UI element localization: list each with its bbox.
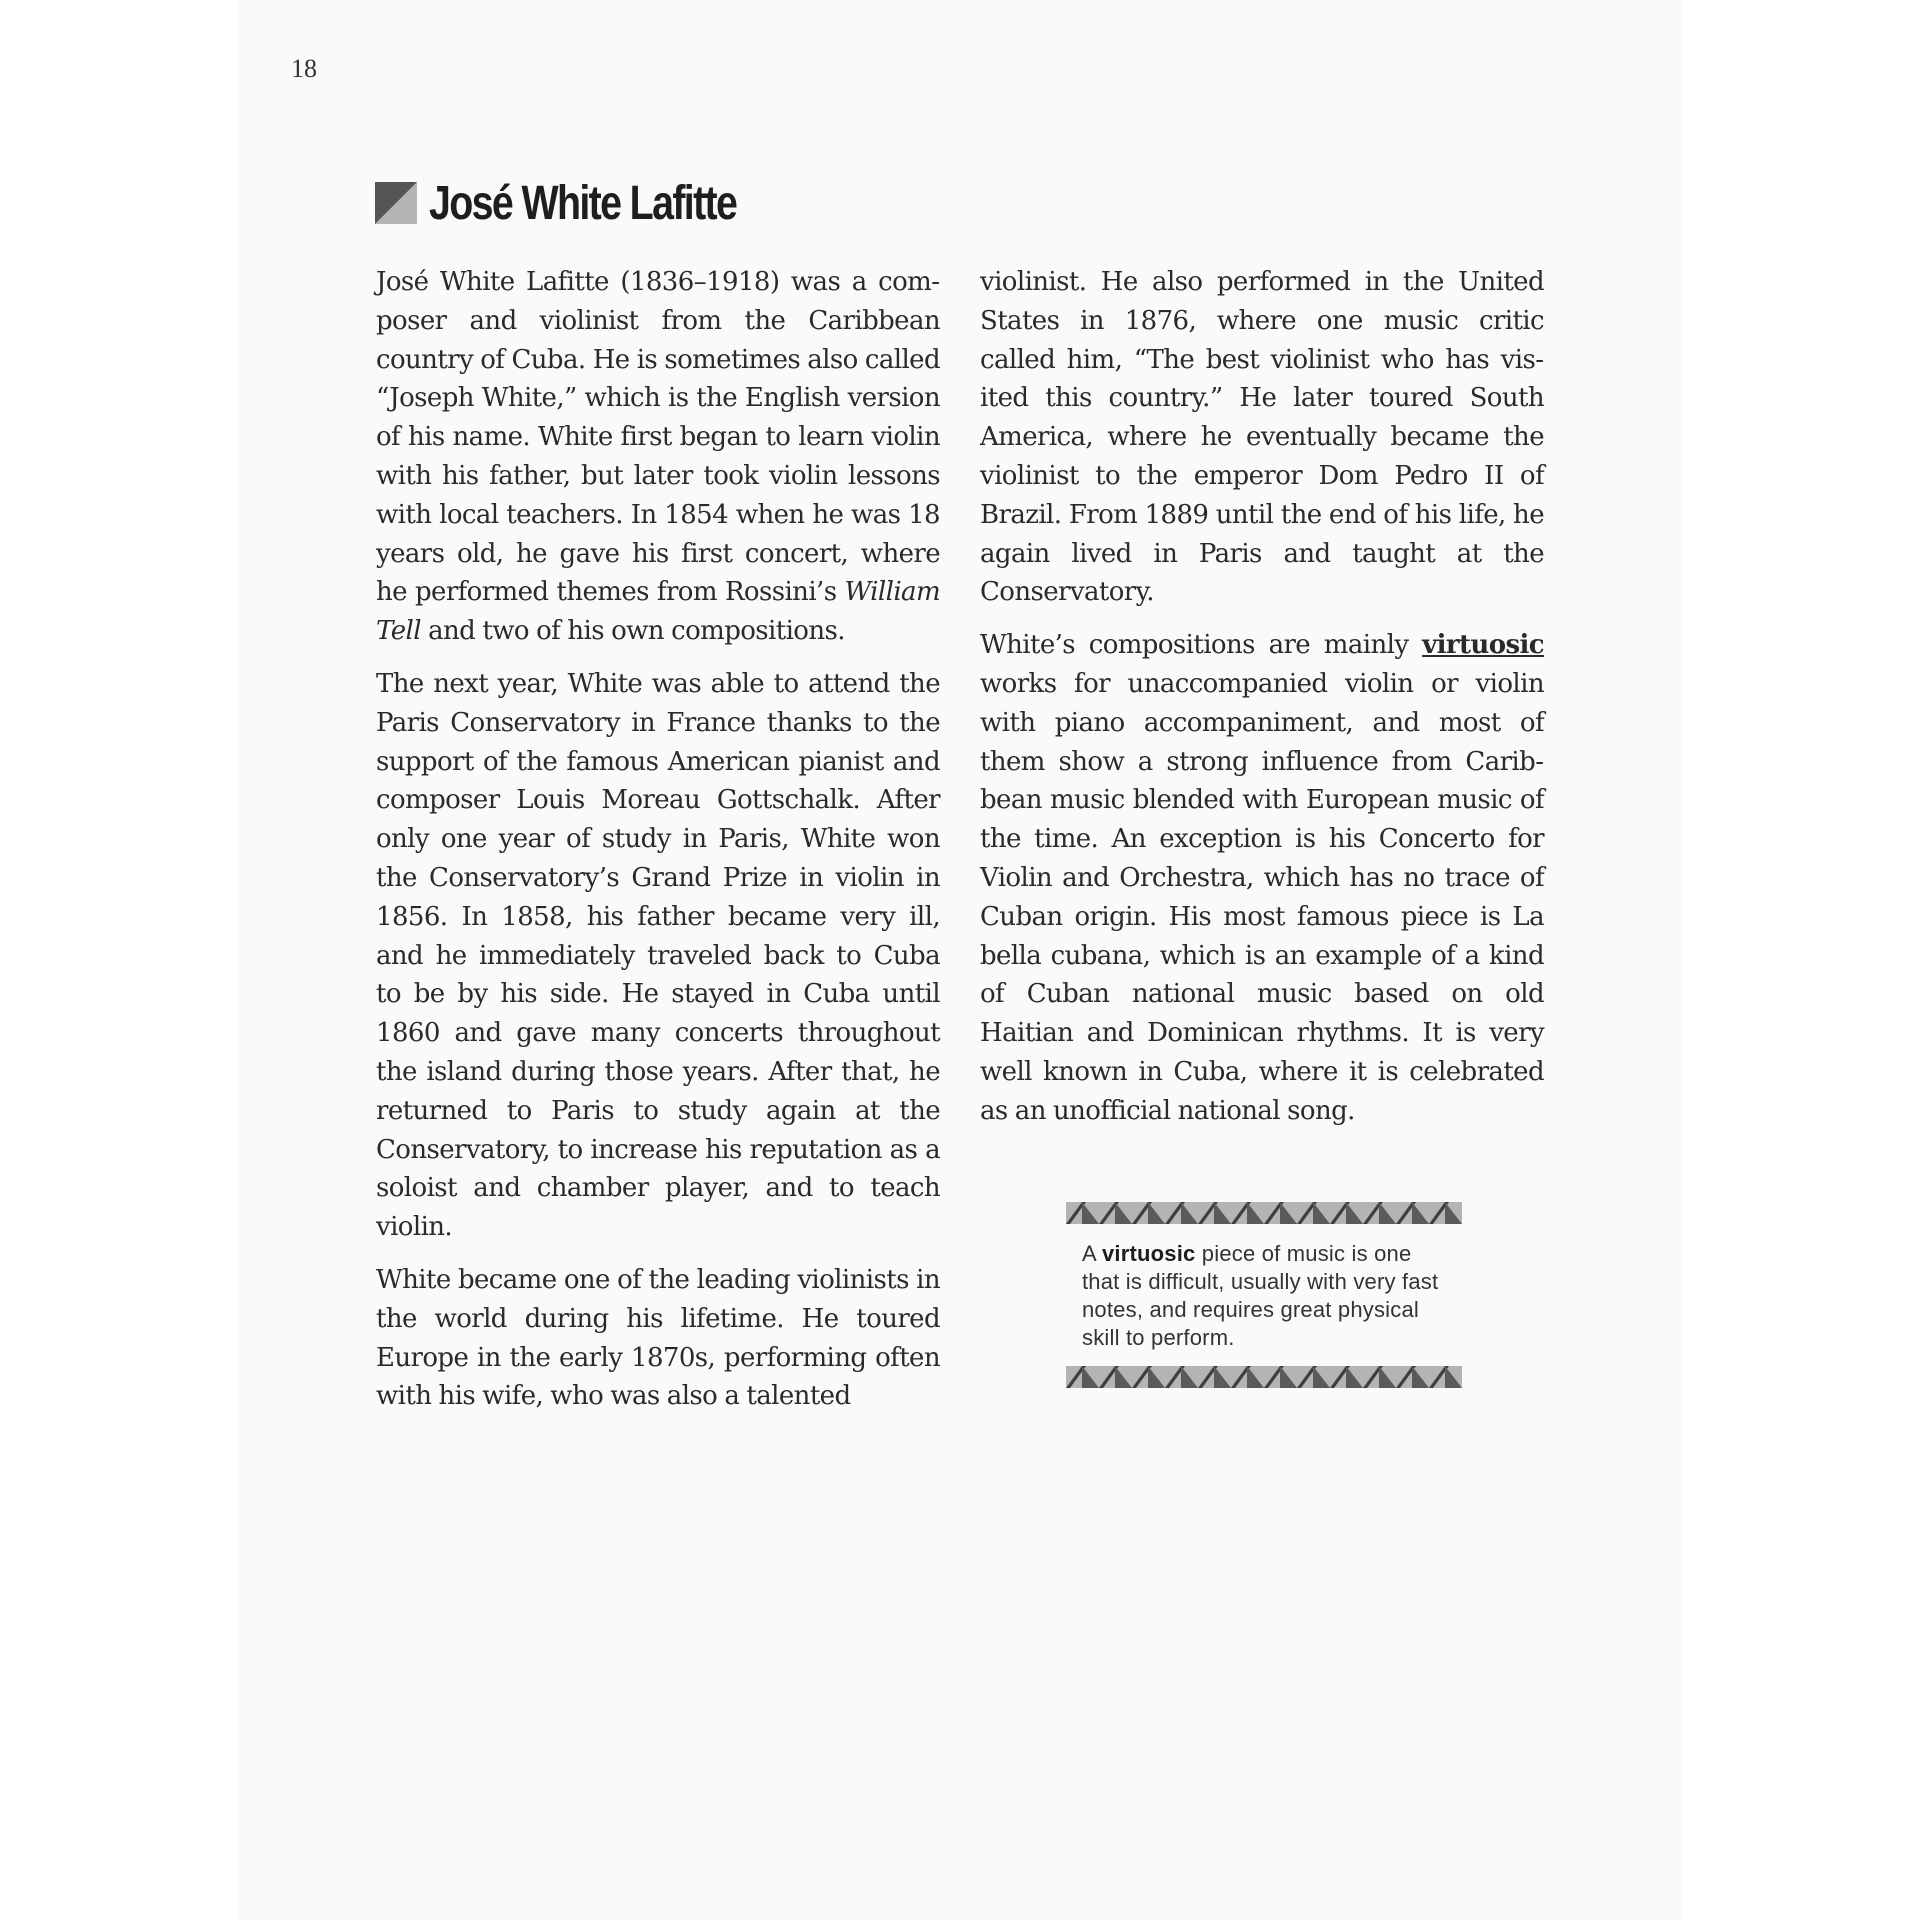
paragraph-1: [376, 263, 940, 651]
definition-start: A: [1082, 1241, 1102, 1266]
definition-text: piece of music is one that is difficult, usually with very fast notes, and requires great physical skill to perform.: [1082, 1241, 1439, 1350]
right-column: [980, 263, 1544, 1145]
definition-term: virtuosic: [1101, 1241, 1196, 1266]
triangle-pattern-border-bottom: [1066, 1366, 1462, 1388]
section-heading: [375, 176, 804, 230]
italic-title-william-tell: William Tell: [376, 577, 940, 647]
paragraph-5: [980, 626, 1544, 1130]
paragraph-1-end: and two of his own compositions.: [420, 616, 845, 647]
glossary-sidebar: [1066, 1202, 1462, 1388]
triangle-square-icon: [375, 182, 417, 224]
triangle-pattern-border-top: [1066, 1202, 1462, 1224]
glossary-term-virtuosic[interactable]: virtuosic: [1422, 630, 1544, 661]
paragraph-2: The next year, White was able to attend the Paris Conservatory in France thanks to the support of the famous American pianist and composer Louis Moreau Gottschalk. After only one year of study in Paris, White won the Conservatory’s Grand Prize in violin in 1856. In 1858, his father became very ill, and he immediately traveled back to Cuba to be by his side. He stayed in Cuba until 1860 and gave many concerts throughout the island during those years. After that, he returned to Paris to study again at the Conservatory, to increase his reputation as a soloist and chamber player, and to teach violin.: [376, 668, 940, 1243]
paragraph-4: violinist. He also performed in the United States in 1876, where one music critic called him, “The best violinist who has visited this country.” He later toured South America, where he eventually became the violinist to the emperor Dom Pedro II of Brazil. From 1889 until the end of his life, he again lived in Paris and taught at the Conservatory.: [980, 267, 1544, 608]
page-number: 18: [291, 54, 317, 83]
glossary-definition: [1082, 1240, 1444, 1352]
paragraph-5-end: works for unaccompanied violin or violin with piano accompaniment, and most of them show a strong influence from Caribbean music blended with European music of the time. An exception is his Concerto for Violin and Orchestra, which has no trace of Cuban origin. His most famous piece is La bella cubana, which is an example of a kind of Cuban national music based on old Haitian and Dominican rhythms. It is very well known in Cuba, where it is celebrated as an unofficial national song.: [980, 668, 1544, 1126]
paragraph-1-text: José White Lafitte (1836–1918) was a composer and violinist from the Caribbean country of Cuba. He is sometimes also called “Joseph White,” which is the English version of his name. White first began to learn violin with his father, but later took violin lessons with local teachers. In 1854 when he was 18 years old, he gave his first concert, where he performed themes from Rossini’s: [376, 267, 940, 608]
left-column: [376, 263, 940, 1430]
paragraph-3: White became one of the leading violinists in the world during his lifetime. He toured Europe in the early 1870s, performing often with his wife, who was also a talented: [376, 1264, 940, 1412]
paragraph-5-text: White’s compositions are mainly: [980, 630, 1423, 661]
page-title: José White Lafitte: [429, 176, 737, 230]
